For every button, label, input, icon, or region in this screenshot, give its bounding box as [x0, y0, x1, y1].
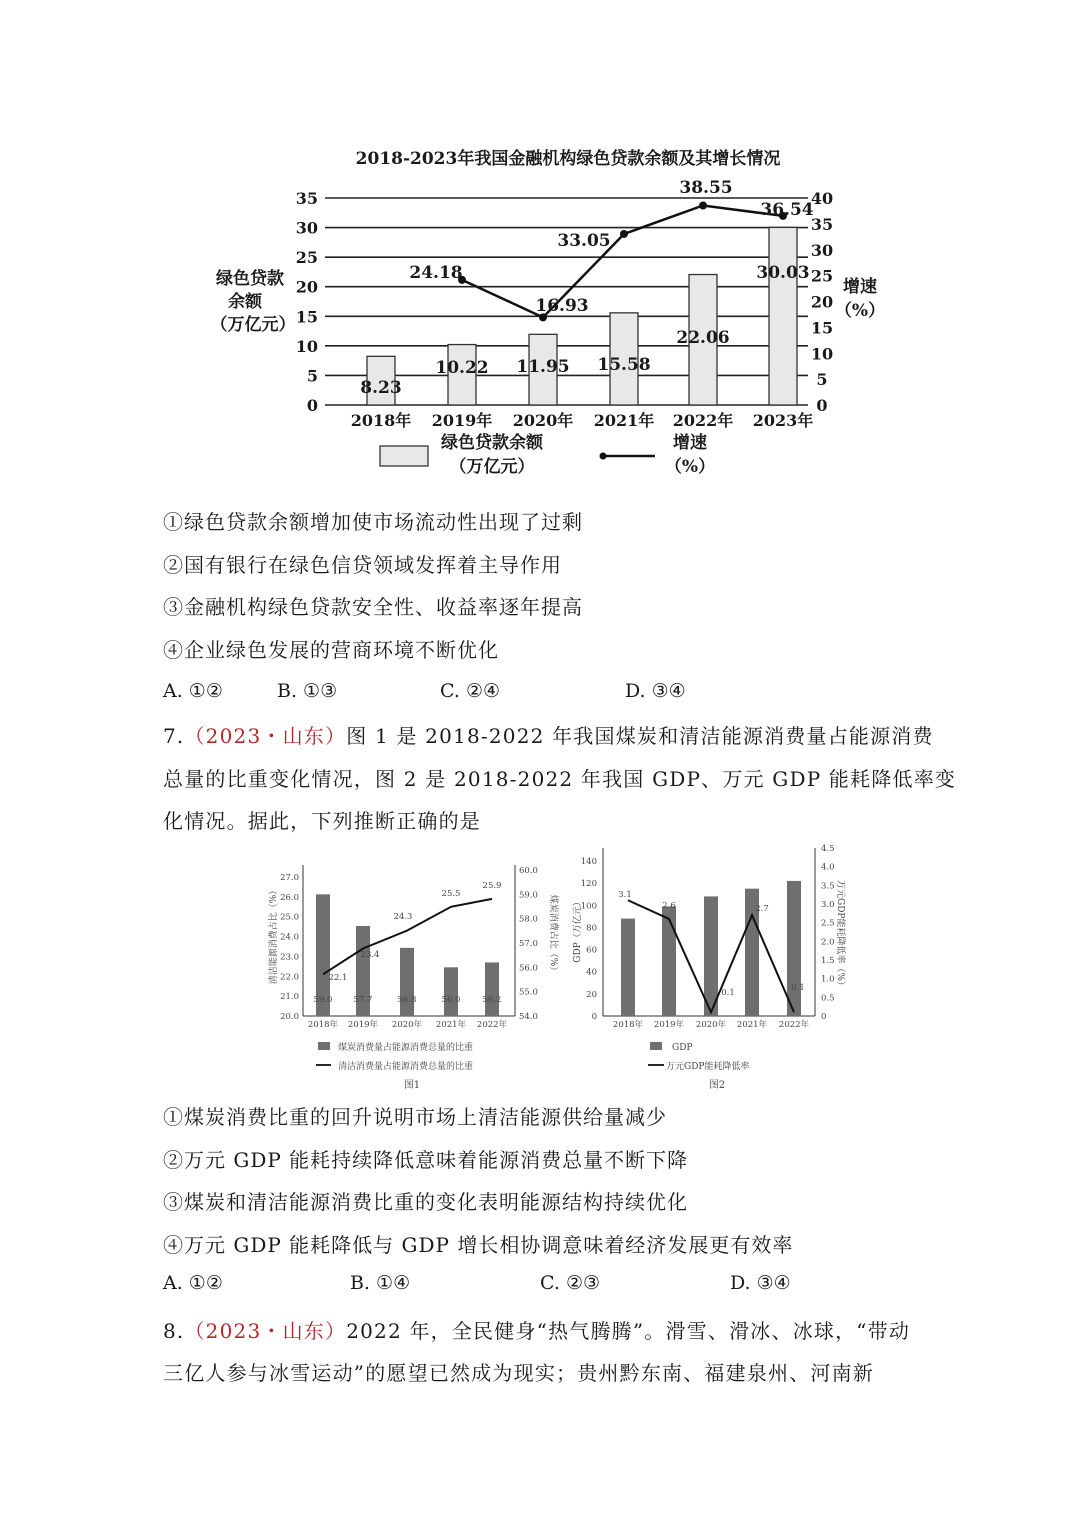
chart1-right-tick: 10 [810, 344, 834, 364]
q8-source: （2023・山东） [184, 1319, 347, 1343]
svg-text:增速: 增速 [843, 277, 877, 297]
fig2-right-tick: 4.5 [821, 844, 835, 854]
chart1-bar-label: 10.22 [435, 358, 489, 378]
fig1-left-tick: 26.0 [280, 892, 299, 903]
fig2-left-tick: 80 [586, 923, 597, 934]
fig2-right-tick: 3.0 [821, 900, 835, 910]
q6-statement-1: ①绿色贷款余额增加使市场流动性出现了过剩 [163, 510, 583, 534]
fig1-bar-label: 56.0 [441, 995, 461, 1005]
chart1-growth-label: 33.05 [557, 231, 611, 251]
fig2-line-label: 3.1 [618, 890, 632, 900]
fig2-category-label: 2022年 [778, 1020, 810, 1030]
chart1-left-axis-label [211, 268, 296, 335]
chart1-bar-label: 11.95 [516, 357, 570, 377]
fig2-left-tick: 40 [586, 967, 597, 978]
fig1-right-tick: 60.0 [519, 866, 538, 876]
q7-option-d: D. ③④ [730, 1272, 791, 1294]
chart1-right-tick: 15 [810, 318, 834, 338]
chart1-category-label: 2020年 [512, 411, 574, 430]
fig1-bar [485, 962, 499, 1016]
svg-text:（%）: （%） [834, 301, 886, 321]
chart1-right-tick: 5 [816, 370, 828, 390]
fig2-left-tick: 20 [586, 989, 597, 1000]
fig1-legend [316, 1041, 473, 1091]
chart1-bar-label: 15.58 [597, 355, 651, 375]
fig1-category-label: 2020年 [391, 1020, 423, 1030]
chart1-bar-label: 30.03 [756, 263, 810, 283]
chart1-right-tick: 30 [810, 240, 834, 260]
fig2-left-axis-label: GDP（万亿元） [573, 897, 583, 963]
fig1-left-tick: 23.0 [280, 952, 299, 963]
chart1-growth-label: 24.18 [409, 263, 463, 283]
chart1-category-label: 2018年 [350, 411, 412, 430]
fig1-left-tick: 27.0 [280, 873, 299, 883]
fig1-category-label: 2022年 [476, 1020, 508, 1030]
fig1-right-tick: 54.0 [519, 1012, 538, 1022]
svg-text:煤炭消费量占能源消费总量的比重: 煤炭消费量占能源消费总量的比重 [338, 1043, 474, 1053]
chart1-bar [769, 227, 797, 405]
q8-number: 8. [163, 1319, 185, 1343]
chart1-growth-point [699, 202, 707, 210]
q7-statement-1: ①煤炭消费比重的回升说明市场上清洁能源供给量减少 [163, 1105, 667, 1129]
chart1-left-tick: 35 [295, 189, 318, 208]
q7-option-b: B. ①④ [350, 1272, 411, 1294]
svg-text:增速: 增速 [673, 433, 707, 453]
svg-text:清洁消费量占能源消费总量的比重: 清洁消费量占能源消费总量的比重 [338, 1062, 474, 1072]
fig2-bar [787, 881, 801, 1016]
chart1-left-tick: 5 [306, 366, 318, 386]
fig1-right-tick: 56.0 [519, 963, 538, 974]
chart1-category-label: 2021年 [593, 411, 655, 430]
chart1-growth-label: 16.93 [535, 296, 589, 316]
q8-stem-line-1: 8.（2023・山东）2022 年，全民健身“热气腾腾”。滑雪、滑冰、冰球，“带动 [163, 1319, 911, 1343]
fig2-right-tick: 4.0 [821, 862, 835, 873]
chart1-growth-label: 38.55 [679, 178, 733, 198]
fig2-bar [662, 906, 676, 1016]
q7-option-a: A. ①② [163, 1272, 223, 1294]
chart1-growth-label: 36.54 [760, 200, 814, 220]
chart1-category-label: 2019年 [431, 411, 493, 430]
fig1-right-axis-label: 煤炭消费占比（%） [548, 894, 558, 976]
q6-statement-2: ②国有银行在绿色信贷领域发挥着主导作用 [163, 553, 562, 577]
q7-stem-line-3: 化情况。据此，下列推断正确的是 [163, 809, 481, 833]
fig1-left-tick: 24.0 [280, 932, 299, 943]
fig2-left-tick: 100 [580, 901, 597, 912]
fig2-line-label: 2.6 [662, 901, 676, 911]
fig2-right-tick: 2.5 [821, 918, 835, 929]
chart1-bar-label: 22.06 [676, 328, 730, 348]
q8-stem-line-2: 三亿人参与冰雪运动”的愿望已然成为现实；贵州黔东南、福建泉州、河南新 [163, 1361, 875, 1385]
energy-share-chart [262, 852, 562, 1092]
fig2-right-tick: 2.0 [821, 937, 835, 948]
fig2-right-tick: 3.5 [821, 881, 835, 892]
chart1-left-tick: 20 [295, 277, 318, 297]
fig1-right-tick: 57.0 [519, 939, 538, 949]
fig1-bar-label: 56.2 [482, 995, 502, 1005]
chart1-bar-label: 8.23 [360, 378, 402, 398]
svg-text:绿色贷款: 绿色贷款 [216, 269, 284, 289]
fig2-bar [621, 919, 635, 1016]
q6-option-c: C. ②④ [440, 680, 501, 702]
fig1-right-tick: 58.0 [519, 914, 538, 925]
chart1-left-tick: 15 [295, 307, 318, 327]
q6-option-d: D. ③④ [625, 680, 686, 702]
chart1-growth-line [462, 206, 783, 318]
fig2-category-label: 2018年 [612, 1020, 644, 1030]
fig1-left-tick: 20.0 [280, 1012, 299, 1022]
q6-statement-3: ③金融机构绿色贷款安全性、收益率逐年提高 [163, 595, 583, 619]
q7-statement-2: ②万元 GDP 能耗持续降低意味着能源消费总量不断下降 [163, 1148, 689, 1172]
fig2-right-tick: 0 [821, 1012, 827, 1022]
fig1-line-label: 22.1 [328, 973, 348, 983]
q7-stem-line-1: 7.（2023・山东）图 1 是 2018-2022 年我国煤炭和清洁能源消费量占能源消费 [163, 724, 934, 748]
chart1-right-tick: 25 [810, 266, 834, 286]
fig1-category-label: 2018年 [307, 1020, 339, 1030]
chart1-title: 2018-2023年我国金融机构绿色贷款余额及其增长情况 [355, 149, 781, 169]
svg-text:万元GDP能耗降低率: 万元GDP能耗降低率 [666, 1062, 750, 1072]
q7-option-c: C. ②③ [540, 1272, 601, 1294]
chart1-legend [380, 432, 715, 477]
fig2-category-label: 2021年 [736, 1020, 768, 1030]
fig1-bar-label: 57.7 [353, 995, 373, 1005]
fig2-left-tick: 60 [586, 945, 597, 956]
chart1-right-tick: 20 [810, 292, 834, 312]
fig1-bar-label: 56.8 [397, 995, 417, 1005]
fig1-bar [400, 948, 414, 1016]
fig2-right-axis-label: 万元GDP能耗降低率（%） [835, 879, 845, 991]
chart1-left-tick: 0 [306, 396, 318, 415]
q7-number: 7. [163, 724, 185, 748]
fig1-left-axis-label: 清洁能源消费占比（%） [269, 885, 279, 985]
svg-text:（万亿元）: （万亿元） [449, 457, 535, 477]
fig1-line-label: 24.3 [393, 912, 413, 922]
fig2-bar [704, 896, 718, 1016]
chart1-left-tick: 10 [295, 336, 318, 356]
q6-statement-4: ④企业绿色发展的营商环境不断优化 [163, 638, 499, 662]
svg-text:（万亿元）: （万亿元） [210, 315, 296, 335]
gdp-energy-chart [568, 838, 850, 1092]
fig2-right-tick: 0.5 [821, 993, 835, 1004]
fig2-left-tick: 120 [580, 879, 597, 890]
q7-source: （2023・山东） [184, 724, 347, 748]
fig1-category-label: 2019年 [347, 1020, 379, 1030]
svg-text:绿色贷款余额: 绿色贷款余额 [441, 433, 543, 453]
q7-statement-4: ④万元 GDP 能耗降低与 GDP 增长相协调意味着经济发展更有效率 [163, 1233, 794, 1257]
chart1-left-tick: 25 [295, 248, 318, 268]
fig2-line-label: 0.1 [721, 988, 735, 998]
fig2-right-tick: 1.0 [821, 974, 835, 985]
q6-option-a: A. ①② [163, 680, 223, 702]
chart1-category-label: 2023年 [752, 411, 814, 430]
chart1-right-tick: 40 [810, 189, 834, 208]
fig1-left-tick: 22.0 [280, 972, 299, 983]
fig1-category-label: 2021年 [435, 1020, 467, 1030]
chart1-growth-point [620, 230, 628, 238]
fig1-line-label: 25.9 [482, 881, 502, 891]
chart1-right-tick: 0 [816, 396, 828, 415]
q7-stem-line-2: 总量的比重变化情况，图 2 是 2018-2022 年我国 GDP、万元 GDP 能耗降低率变 [163, 767, 957, 791]
svg-text:GDP: GDP [672, 1043, 693, 1053]
fig1-bar [444, 967, 458, 1016]
q6-option-b: B. ①③ [277, 680, 338, 702]
fig1-right-tick: 59.0 [519, 890, 538, 901]
svg-text:（%）: （%） [664, 457, 716, 477]
fig2-legend [648, 1042, 749, 1091]
svg-text:余额: 余额 [228, 292, 262, 312]
fig1-caption: 图1 [403, 1080, 421, 1091]
fig2-line-label: 0.1 [791, 983, 805, 993]
chart1-left-tick: 30 [295, 218, 318, 238]
fig2-category-label: 2019年 [653, 1020, 685, 1030]
fig1-right-tick: 55.0 [519, 987, 538, 998]
q7-statement-3: ③煤炭和清洁能源消费比重的变化表明能源结构持续优化 [163, 1190, 688, 1214]
fig2-line-label: 2.7 [755, 904, 769, 914]
legend-bar-swatch [380, 446, 428, 466]
fig2-left-tick: 0 [591, 1012, 597, 1022]
fig1-left-tick: 25.0 [280, 912, 299, 923]
fig1-left-tick: 21.0 [280, 992, 299, 1003]
chart1-right-axis-label [835, 276, 885, 321]
fig1-bar-label: 59.0 [313, 995, 333, 1005]
fig2-left-tick: 140 [580, 857, 597, 867]
fig2-category-label: 2020年 [695, 1020, 727, 1030]
green-loan-chart [0, 140, 1080, 485]
chart1-category-label: 2022年 [672, 411, 734, 430]
fig1-line-label: 25.5 [441, 889, 461, 899]
fig1-line-label: 23.4 [360, 950, 380, 960]
fig2-right-tick: 1.5 [821, 956, 835, 966]
fig2-caption: 图2 [708, 1080, 726, 1091]
chart1-right-tick: 35 [810, 214, 834, 234]
